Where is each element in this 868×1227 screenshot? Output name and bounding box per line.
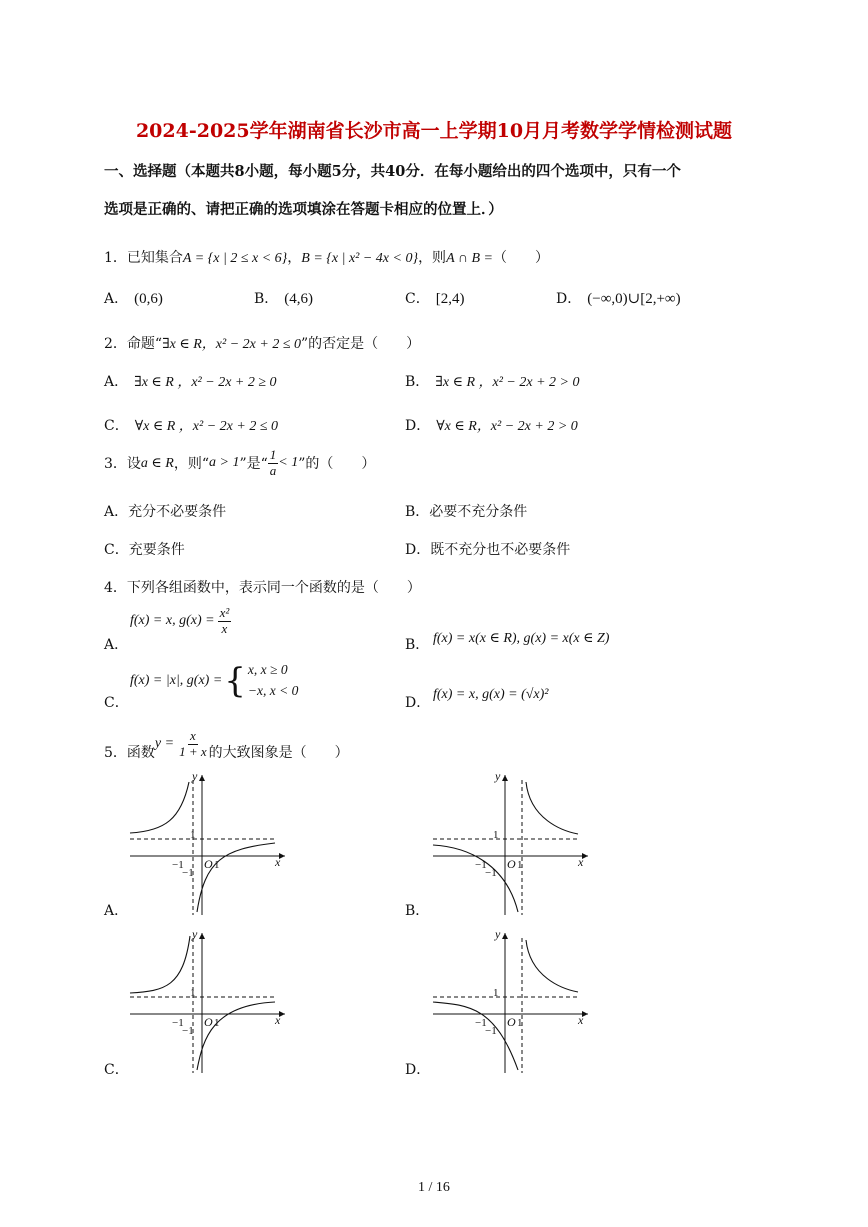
x-axis-label: x (578, 855, 584, 869)
curve-right-branch (526, 782, 578, 834)
question-1-stem (104, 247, 549, 267)
q2-option-c: C． ∀x ∈ R ，x² − 2x + 2 ≤ 0 (104, 418, 278, 434)
label-one-x: 1 (517, 1017, 523, 1029)
q1-option-c: C． [2,4) (405, 291, 465, 307)
label-one-y: 1 (190, 987, 196, 999)
question-2-stem: 2．命题“∃x ∈ R，x² − 2x + 2 ≤ 0”的否定是（ ） (104, 336, 421, 352)
q3-option-c: C．充要条件 (104, 542, 185, 558)
q5-option-a-label: A． (104, 903, 129, 919)
question-4-stem: 4．下列各组函数中，表示同一个函数的是（ ） (104, 580, 421, 596)
q2-option-d: D． ∀x ∈ R，x² − 2x + 2 > 0 (405, 418, 578, 434)
curve-left-branch (130, 936, 190, 993)
q5-option-b-label: B． (405, 903, 430, 919)
y-axis-arrow (199, 933, 205, 939)
q1-blank: （ ） (492, 250, 549, 266)
q1-option-b: B． (4,6) (254, 291, 314, 307)
label-neg-one-y: −1 (485, 1025, 497, 1037)
origin-label: O (204, 857, 213, 871)
y-axis-arrow (502, 775, 508, 781)
document-title: 2024-2025学年湖南省长沙市高一上学期10月月考数学学情检测试题 (135, 120, 733, 142)
q1-option-d: D． (−∞,0)∪[2,+∞) (556, 291, 681, 307)
x-axis-label: x (275, 855, 281, 869)
q4-option-b: f(x) = x(x ∈ R), g(x) = x(x ∈ Z) (433, 631, 610, 646)
y-axis-label: y (495, 928, 501, 941)
y-axis-arrow (199, 775, 205, 781)
q4-option-c-label: C． (104, 695, 129, 711)
origin-label: O (507, 1015, 516, 1029)
q1-comma: ， (287, 250, 302, 266)
q1-option-a: A． (0,6) (104, 291, 163, 307)
q3-condition: a ∈ R (140, 455, 174, 471)
section-heading-line2: 选项是正确的、请把正确的选项填涂在答题卡相应的位置上．） (104, 201, 503, 218)
y-axis-label: y (192, 770, 198, 783)
y-axis-arrow (502, 933, 508, 939)
q2-proposition: ∃x ∈ R，x² − 2x + 2 ≤ 0 (162, 337, 302, 352)
label-neg-one-x: −1 (172, 859, 184, 871)
q4-option-a-label: A． (104, 637, 129, 653)
x-axis-label: x (578, 1013, 584, 1027)
graph-a (125, 770, 295, 922)
q3-option-d: D．既不充分也不必要条件 (405, 542, 571, 558)
curve-right-branch (197, 1002, 275, 1070)
q1-expr: A ∩ B = (446, 251, 493, 266)
curve-right-branch (526, 940, 578, 992)
label-neg-one-x: −1 (172, 1017, 184, 1029)
label-neg-one-x: −1 (475, 859, 487, 871)
y-axis-label: y (192, 928, 198, 941)
graph-b (428, 770, 598, 922)
label-one-x: 1 (214, 859, 220, 871)
label-neg-one-y: −1 (485, 867, 497, 879)
curve-right-branch (197, 843, 275, 912)
label-one-y: 1 (493, 829, 499, 841)
question-3-stem: 3．设 a ∈ R ，则“ a > 1 ”是“ $\frac{1}{a}$ < 1 ”的（ ） (104, 447, 376, 478)
graph-d (428, 928, 598, 1080)
label-neg-one-y: −1 (182, 1025, 194, 1037)
label-neg-one-x: −1 (475, 1017, 487, 1029)
q5-option-c-label: C． (104, 1062, 129, 1078)
y-axis-label: y (495, 770, 501, 783)
q3-option-a: A．充分不必要条件 (104, 504, 227, 520)
origin-label: O (507, 857, 516, 871)
q4-option-d-label: D． (405, 695, 431, 711)
q4-option-a: f(x) = x, g(x) = $\frac{\text{x²}}{x}$ (130, 605, 230, 636)
q2-option-b: B． ∃x ∈ R ，x² − 2x + 2 > 0 (405, 374, 580, 390)
label-neg-one-y: −1 (182, 867, 194, 879)
label-one-x: 1 (517, 859, 523, 871)
label-one-y: 1 (493, 987, 499, 999)
question-5-stem: 5．函数 y = $\frac{x}{1 + x}$ 的大致图象是（ ） (104, 728, 349, 762)
q2-option-a: A． ∃x ∈ R ，x² − 2x + 2 ≥ 0 (104, 374, 277, 390)
label-one-y: 1 (190, 829, 196, 841)
graph-c (125, 928, 295, 1080)
q1-suffix: ，则 (418, 250, 447, 266)
q4-option-b-label: B． (405, 637, 430, 653)
origin-label: O (204, 1015, 213, 1029)
q4-option-d: f(x) = x, g(x) = (√x)² (433, 687, 549, 702)
q3-p: a > 1 (209, 455, 240, 471)
curve-left-branch (130, 782, 189, 833)
section-heading-line1: 一、选择题（本题共8小题，每小题5分，共40分．在每小题给出的四个选项中，只有一个 (104, 163, 681, 180)
q3-option-b: B．必要不充分条件 (405, 504, 528, 520)
page-number: 1 / 16 (418, 1180, 450, 1195)
q1-prefix: 1．已知集合 (104, 250, 183, 266)
x-axis-label: x (275, 1013, 281, 1027)
q5-option-d-label: D． (405, 1062, 431, 1078)
q4-option-c: f(x) = |x|, g(x) = { x, x ≥ 0 −x, x < 0 (130, 660, 299, 701)
q3-fraction: $\frac{1}{a}$ (269, 447, 277, 478)
q1-set-b: B = {x | x² − 4x < 0} (301, 251, 419, 266)
label-one-x: 1 (214, 1017, 220, 1029)
q1-set-a: A = {x | 2 ≤ x < 6} (182, 251, 288, 266)
